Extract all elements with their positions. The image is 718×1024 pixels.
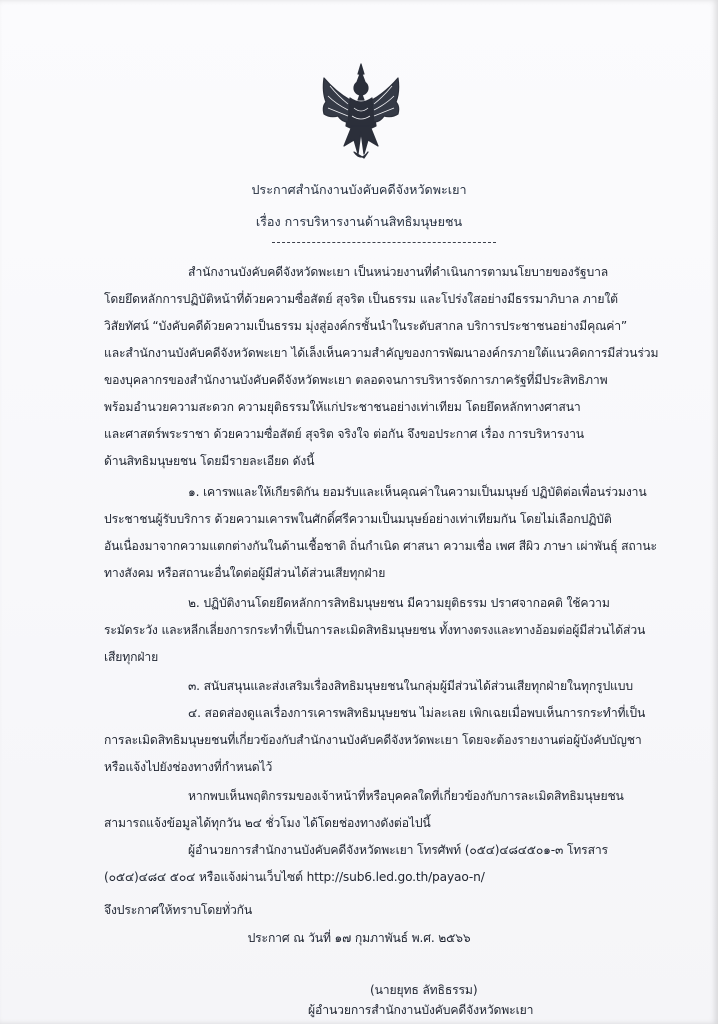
clause-4-line: การละเมิดสิทธิมนุษยชนที่เกี่ยวข้องกับสำนักงานบังคับคดีจังหวัดพะเยา โดยจะต้องรายงานต่อผู้บังคับบัญชา — [104, 733, 642, 747]
contact-line: ผู้อำนวยการสำนักงานบังคับคดีจังหวัดพะเยา โทรศัพท์ (๐๕๔)๔๘๔๕๐๑-๓ โทรสาร — [188, 843, 608, 857]
body-line: วิสัยทัศน์ “บังคับคดีด้วยความเป็นธรรม มุ่งสู่องค์กรชั้นนำในระดับสากล บริการประชาชนอย่างมีคุณค่า” — [104, 319, 628, 333]
clause-3-line: ๓. สนับสนุนและส่งเสริมเรื่องสิทธิมนุษยชนในกลุ่มผู้มีส่วนได้ส่วนเสียทุกฝ่ายในทุกรูปแบบ — [188, 679, 633, 693]
clause-1-line: ประชาชนผู้รับบริการ ด้วยความเคารพในศักดิ์ศรีความเป็นมนุษย์อย่างเท่าเทียมกัน โดยไม่เลือกปฏิบัติ — [104, 512, 612, 526]
closing-line: จึงประกาศให้ทราบโดยทั่วกัน — [104, 903, 253, 917]
clause-2-line: ๒. ปฏิบัติงานโดยยึดหลักการสิทธิมนุษยชน มีความยุติธรรม ปราศจากอคติ ใช้ความ — [188, 596, 610, 610]
signer-name: (นายยุทธ ลัทธิธรรม) — [370, 983, 478, 997]
garuda-emblem-icon — [318, 62, 404, 162]
body-line: สำนักงานบังคับคดีจังหวัดพะเยา เป็นหน่วยงานที่ดำเนินการตามนโยบายของรัฐบาล — [188, 265, 609, 279]
clause-2-line: เสียทุกฝ่าย — [104, 650, 159, 664]
announcement-subject: เรื่อง การบริหารงานด้านสิทธิมนุษยชน — [255, 214, 463, 229]
clause-1-line: ๑. เคารพและให้เกียรติกัน ยอมรับและเห็นคุณค่าในความเป็นมนุษย์ ปฏิบัติต่อเพื่อนร่วมงาน — [188, 485, 647, 499]
body-line: และสำนักงานบังคับคดีจังหวัดพะเยา ได้เล็งเห็นความสำคัญของการพัฒนาองค์กรภายใต้แนวคิดการมีส่วนร่วม — [104, 346, 659, 360]
body-line: พร้อมอำนวยความสะดวก ความยุติธรรมให้แก่ประชาชนอย่างเท่าเทียม โดยยึดหลักทางศาสนา — [104, 400, 581, 414]
separator-rule — [272, 242, 496, 243]
body-line: และศาสตร์พระราชา ด้วยความซื่อสัตย์ สุจริต จริงใจ ต่อกัน จึงขอประกาศ เรื่อง การบริหารงาน — [104, 427, 584, 441]
clause-2-line: ระมัดระวัง และหลีกเลี่ยงการกระทำที่เป็นการละเมิดสิทธิมนุษยชน ทั้งทางตรงและทางอ้อมต่อผู้มีส่วนได้ส่วน — [104, 623, 646, 637]
body-line: โดยยึดหลักการปฏิบัติหน้าที่ด้วยความซื่อสัตย์ สุจริต เป็นธรรม และโปร่งใสอย่างมีธรรมาภิบาล ภายใต้ — [104, 292, 618, 306]
announcement-title: ประกาศสำนักงานบังคับคดีจังหวัดพะเยา — [251, 182, 467, 197]
report-channel-line: หากพบเห็นพฤติกรรมของเจ้าหน้าที่หรือบุคคลใดที่เกี่ยวข้องกับการละเมิดสิทธิมนุษยชน — [188, 789, 624, 803]
announcement-date: ประกาศ ณ วันที่ ๑๗ กุมภาพันธ์ พ.ศ. ๒๕๖๖ — [247, 931, 471, 945]
clause-1-line: อันเนื่องมาจากความแตกต่างกันในด้านเชื้อชาติ ถิ่นกำเนิด ศาสนา ความเชื่อ เพศ สีผิว ภาษา เผ่าพันธุ์ สถานะ — [104, 539, 657, 553]
clause-4-line: ๔. สอดส่องดูแลเรื่องการเคารพสิทธิมนุษยชน ไม่ละเลย เพิกเฉยเมื่อพบเห็นการกระทำที่เป็น — [188, 706, 646, 720]
contact-line: (๐๕๔)๔๘๔ ๕๐๔ หรือแจ้งผ่านเว็บไซต์ http://sub6.led.go.th/payao-n/ — [104, 870, 485, 884]
clause-1-line: ทางสังคม หรือสถานะอื่นใดต่อผู้มีส่วนได้ส่วนเสียทุกฝ่าย — [104, 566, 386, 580]
report-channel-line: สามารถแจ้งข้อมูลได้ทุกวัน ๒๔ ชั่วโมง ได้โดยช่องทางดังต่อไปนี้ — [104, 816, 431, 830]
clause-4-line: หรือแจ้งไปยังช่องทางที่กำหนดไว้ — [104, 760, 273, 774]
body-line: ของบุคลากรของสำนักงานบังคับคดีจังหวัดพะเยา ตลอดจนการบริหารจัดการภาครัฐที่มีประสิทธิภาพ — [104, 373, 608, 387]
body-line: ด้านสิทธิมนุษยชน โดยมีรายละเอียด ดังนี้ — [104, 454, 315, 468]
signer-position: ผู้อำนวยการสำนักงานบังคับคดีจังหวัดพะเยา — [308, 1003, 534, 1017]
